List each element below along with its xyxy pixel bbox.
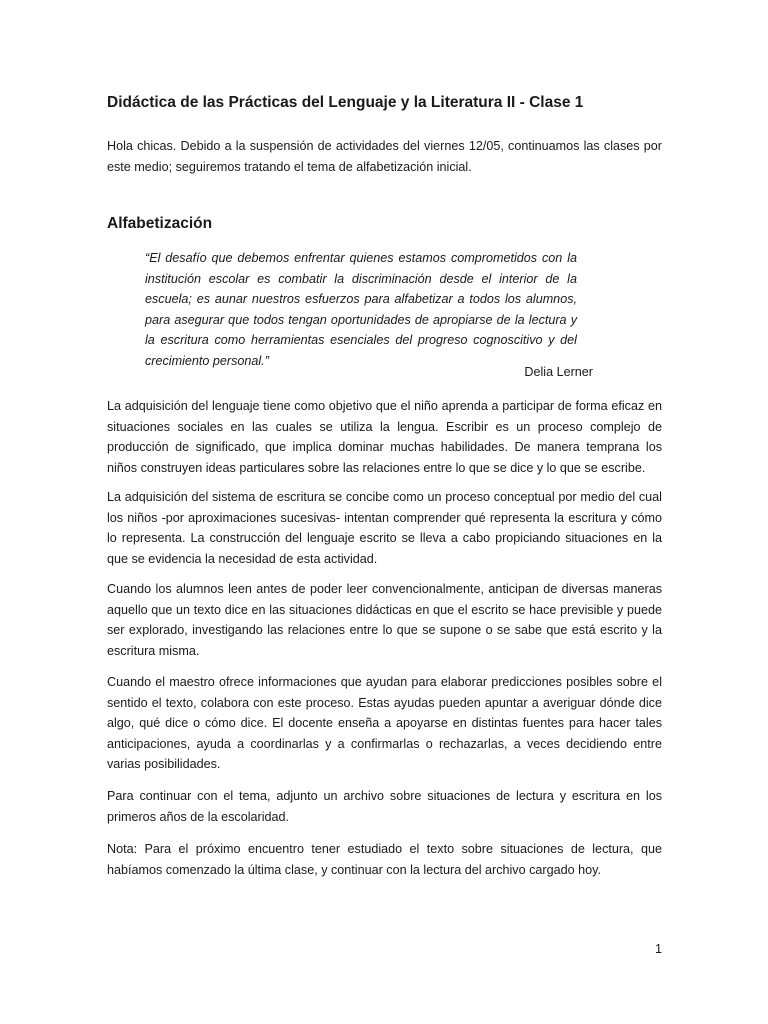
section-heading: Alfabetización [107,215,213,232]
document-title: Didáctica de las Prácticas del Lenguaje y la Literatura II - Clase 1 [107,94,584,111]
page-number: 1 [654,942,662,956]
note-paragraph: Nota: Para el próximo encuentro tener estudiado el texto sobre situaciones de lectura, que habíamos comenzado la última clase, y continuar con la lectura del archivo cargado hoy. [107,842,662,877]
block-quote: “El desafío que debemos enfrentar quienes estamos comprometidos con la institución escolar es combatir la discriminación desde el interior de la escuela; es aunar nuestros esfuerzos para alfabetizar a todos los alumnos, para asegurar que todos tengan oportunidades de apropiarse de la lectura y la escritura como herramientas esenciales del progreso cognoscitivo y del crecimiento personal.” [145,251,577,368]
intro-paragraph: Hola chicas. Debido a la suspensión de actividades del viernes 12/05, continuamos las clases por este medio; seguiremos tratando el tema de alfabetización inicial. [107,139,662,174]
body-paragraph: Cuando el maestro ofrece informaciones que ayudan para elaborar predicciones posibles sobre el sentido el texto, colabora con este proceso. Estas ayudas pueden apuntar a averiguar dónde dice algo, qué dice o cómo dice. El docente enseña a apoyarse en distintas fuentes para hacer tales anticipaciones, ayuda a coordinarlas y a confirmarlas o rechazarlas, a veces decidiendo entre varias posibilidades. [107,675,662,771]
body-paragraph: La adquisición del sistema de escritura se concibe como un proceso conceptual por medio del cual los niños -por aproximaciones sucesivas- intentan comprender qué representa la escritura y cómo lo representa. La construcción del lenguaje escrito se lleva a cabo propiciando situaciones en la que se evidencia la necesidad de esta actividad. [107,490,662,566]
body-paragraph: Cuando los alumnos leen antes de poder leer convencionalmente, anticipan de diversas maneras aquello que un texto dice en las situaciones didácticas en que el escrito se hace previsible y puede ser explorado, investigando las relaciones entre lo que se supone o se sabe que está escrito y la escritura misma. [107,582,662,658]
quote-author: Delia Lerner [524,365,593,379]
body-paragraph: Para continuar con el tema, adjunto un archivo sobre situaciones de lectura y escritura en los primeros años de la escolaridad. [107,789,662,824]
body-paragraph: La adquisición del lenguaje tiene como objetivo que el niño aprenda a participar de forma eficaz en situaciones sociales en las cuales se utiliza la lengua. Escribir es un proceso complejo de producción de significado, que implica dominar muchas habilidades. De manera temprana los niños construyen ideas particulares sobre las relaciones entre lo que se dice y lo que se escribe. [107,399,662,475]
